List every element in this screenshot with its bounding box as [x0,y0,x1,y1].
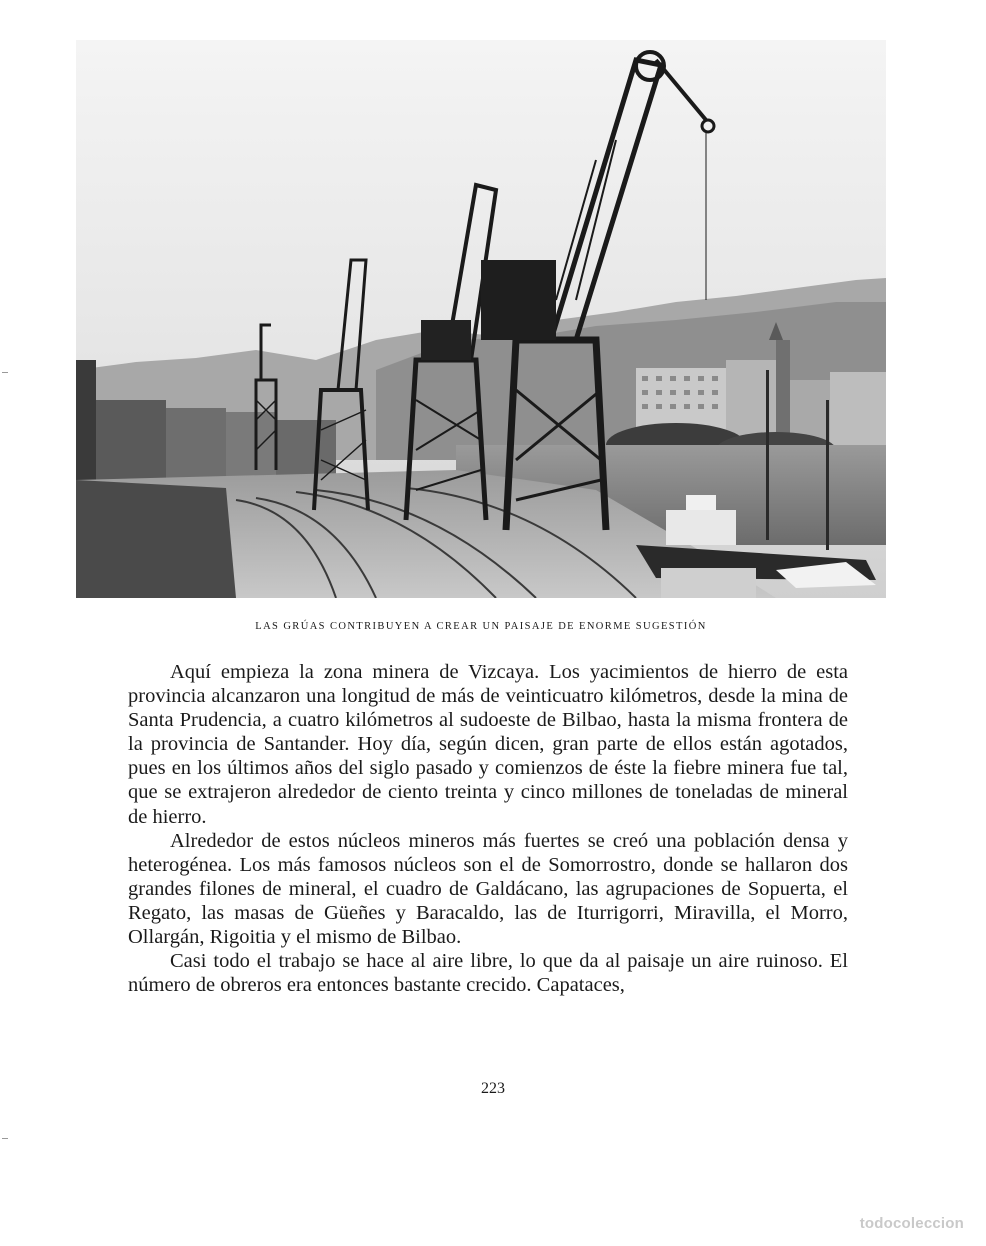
page-number: 223 [481,1080,505,1097]
paragraph-3: Casi todo el trabajo se hace al aire libre, lo que da al paisaje un aire ruinoso. El número de obreros era entonces bastante crecido. Capataces, [128,950,848,997]
paragraph-2: Alrededor de estos núcleos mineros más fuertes se creó una población densa y heterogénea. Los más famosos núcleos son el de Somorrostro, donde se hallaron dos grandes filones de mineral, el cuadro de Galdácano, las agrupaciones de Sopuerta, el Regato, las masas de Güeñes y Baracaldo, las de Iturrigorri, Miravilla, el Morro, Ollargán, Rigoitia y el mismo de Bilbao. [128,829,848,949]
paragraph-1: Aquí empieza la zona minera de Vizcaya. Los yacimientos de hierro de esta provincia alcanzaron una longitud de más de veinticuatro kilómetros, desde la mina de Santa Prudencia, a cuatro kilómetros al sudoeste de Bilbao, hasta la misma frontera de la provincia de Santander. Hoy día, según dicen, gran parte de ellos están agotados, pues en los últimos años del siglo pasado y comienzos de éste la fiebre minera fue tal, que se extrajeron alrededor de ciento treinta y cinco millones de toneladas de mineral de hierro. [128,661,848,828]
margin-mark [2,1138,8,1139]
photo-caption: LAS GRÚAS CONTRIBUYEN A CREAR UN PAISAJE DE ENORME SUGESTIÓN [255,621,707,632]
margin-mark [2,372,8,373]
watermark: todocoleccion [859,1215,964,1232]
body-text [128,660,848,997]
photograph-cranes [76,40,886,598]
